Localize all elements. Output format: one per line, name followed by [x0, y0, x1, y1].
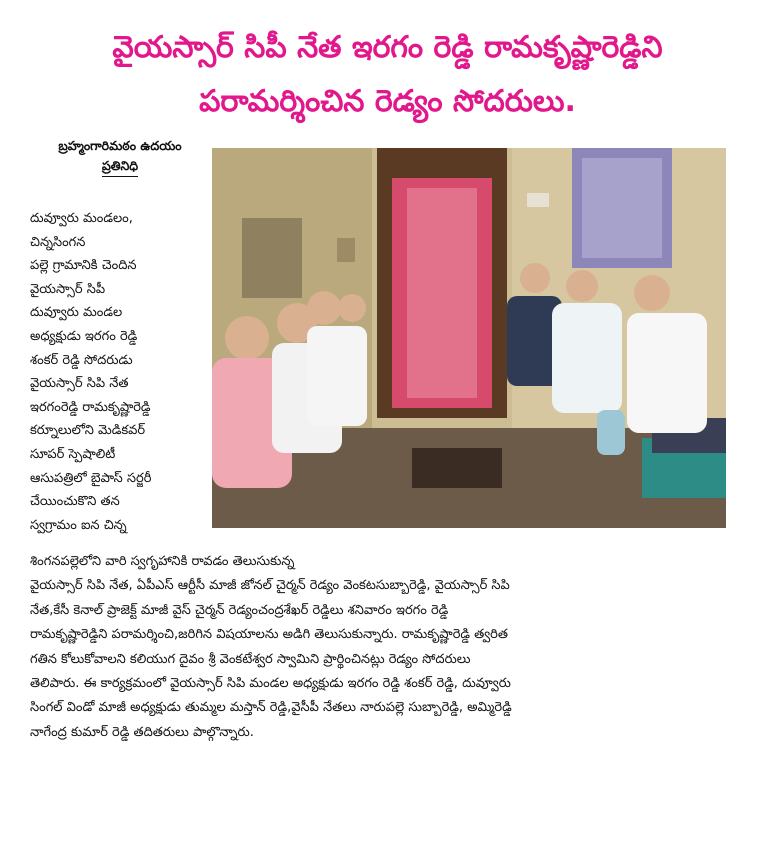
- byline-line-1: బ్రహ్మంగారిమఠం ఉదయం: [58, 138, 182, 153]
- article-line: అధ్యక్షుడు ఇరగం రెడ్డి: [30, 328, 138, 344]
- article-narrow-column: [30, 207, 214, 537]
- article-line: కర్నూలులోని మెడికవర్: [30, 423, 146, 439]
- article-line: ఆసుపత్రిలో బైపాస్ సర్జరీ: [30, 470, 152, 486]
- news-photo: [212, 148, 726, 528]
- article-line: రామకృష్ణారెడ్డిని పరామర్శించి,జరిగిన విషయాలను అడిగి తెలుసుకున్నారు. రామకృష్ణారెడ్డి త్వరిత: [30, 627, 508, 643]
- byline: [30, 136, 210, 177]
- article-line: చిన్నసింగన: [30, 234, 86, 250]
- article-line: వైయస్సార్ సిపి నేత, ఏపీఎస్ ఆర్టీసీ మాజీ జోనల్ చైర్మన్ రెడ్యం వెంకటసుబ్బారెడ్డి, వైయస్సార్ సిపి: [30, 578, 510, 594]
- article-line: శంకర్ రెడ్డి సోదరుడు: [30, 352, 133, 368]
- article-line: పల్లె గ్రామానికి చెందిన: [30, 258, 137, 274]
- photo-illustration: [212, 148, 726, 528]
- article-line: శింగనపల్లెలోని వారి స్వగృహానికి రావడం తెలుసుకున్న: [30, 554, 295, 569]
- article-line: దువ్వూరు మండల: [30, 305, 123, 321]
- byline-line-2: ప్రతినిధి: [102, 156, 138, 177]
- article-line: నేత,కేసీ కెనాల్ ప్రాజెక్ట్ మాజీ వైస్ చైర్మన్ రెడ్యంచంద్రశేఖర్ రెడ్డిలు శనివారం ఇరగం రెడ్డి: [30, 602, 449, 618]
- article-line: నాగేంద్ర కుమార్ రెడ్డి తదితరులు పాల్గొన్నారు.: [30, 724, 254, 740]
- article-line: గతిన కోలుకోవాలని కలియుగ దైవం శ్రీ వెంకటేశ్వర స్వామిని ప్రార్థించినట్లు రెడ్యం సోదరులు: [30, 651, 471, 667]
- article-line: వైయస్సార్ సిపి నేత: [30, 376, 129, 392]
- article-line: దువ్వూరు మండలం,: [30, 211, 133, 226]
- headline-line-1: వైయస్సార్ సిపీ నేత ఇరగం రెడ్డి రామకృష్ణారెడ్డిని: [112, 30, 663, 65]
- article-line: ఇరగంరెడ్డి రామకృష్ణారెడ్డి: [30, 399, 151, 415]
- article-wide-column: [30, 550, 750, 745]
- article-line: చేయించుకొని తన: [30, 494, 120, 510]
- article-line: స్వగ్రామం ఐన చిన్న: [30, 517, 127, 533]
- article-line: వైయస్సార్ సిపీ: [30, 281, 106, 297]
- article-line: తెలిపారు. ఈ కార్యక్రమంలో వైయస్సార్ సిపి మండల అధ్యక్షుడు ఇరగం రెడ్డి శంకర్ రెడ్డి, దువ్వూరు: [30, 676, 511, 692]
- article-line: సింగల్ విండో మాజీ అధ్యక్షుడు తుమ్మల మస్తాన్ రెడ్డి,వైసీపీ నేతలు నారుపల్లె సుబ్బారెడ్డి, అమ్మిరెడ్డి: [30, 700, 512, 716]
- headline-line-2: పరామర్శించిన రెడ్యం సోదరులు.: [199, 84, 576, 119]
- article-line: సూపర్ స్పెషాలిటీ: [30, 446, 116, 462]
